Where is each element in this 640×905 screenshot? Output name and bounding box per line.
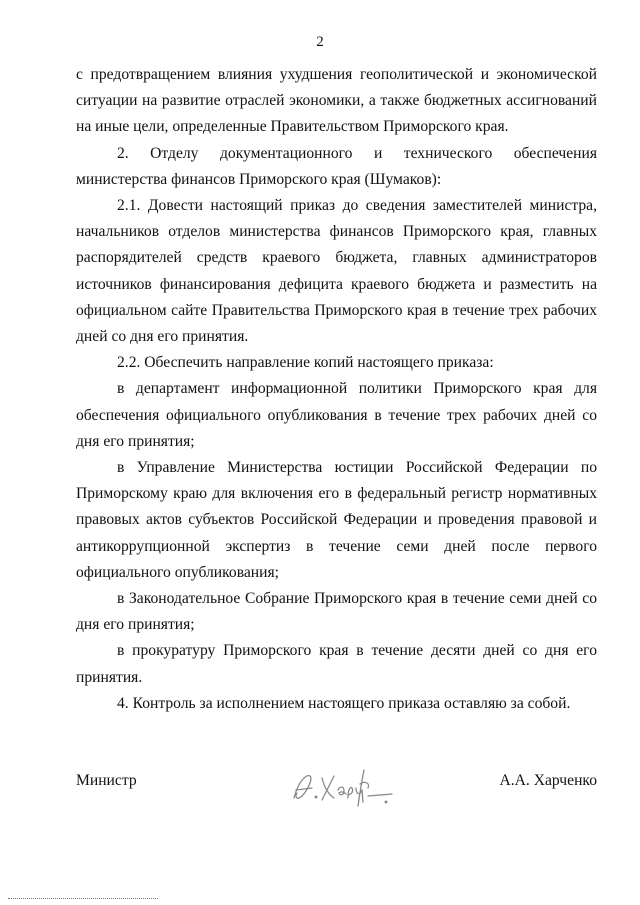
paragraph-item-2-2: 2.2. Обеспечить направление копий настоящего приказа: [117, 354, 494, 372]
paragraph-item-2: 2. Отделу документационного и технического обеспечения министерства финансов Приморского края (Шумаков): [76, 144, 597, 188]
paragraph-recipient-prosecutor: в прокуратуру Приморского края в течение десяти дней со дня его принятия. [76, 642, 597, 686]
page-number: 2 [316, 34, 324, 50]
bottom-divider [8, 898, 158, 899]
paragraph-continuation: с предотвращением влияния ухудшения геополитической и экономической ситуации на развитие отраслей экономики, а также бюджетных ассигнований на иные цели, определенные Правительством Приморского края. [76, 66, 597, 136]
paragraph-recipient-info-dept: в департамент информационной политики Приморского края для обеспечения официального опубликования в течение трех рабочих дней со дня его принятия; [76, 380, 597, 450]
document-body [76, 62, 597, 717]
paragraph-item-2-1: 2.1. Довести настоящий приказ до сведения заместителей министра, начальников отделов министерства финансов Приморского края, главных распорядителей средств краевого бюджета, главных администраторов источников финансирования дефицита краевого бюджета и разместить на официальном сайте Правительства Приморского края в течение трех рабочих дней со дня его принятия. [76, 197, 597, 346]
signatory-title: Министр [76, 772, 137, 789]
signatory-name: А.А. Харченко [499, 772, 597, 789]
paragraph-item-4: 4. Контроль за исполнением настоящего приказа оставляю за собой. [117, 694, 571, 712]
handwritten-signature [288, 760, 398, 810]
paragraph-recipient-assembly: в Законодательное Собрание Приморского края в течение семи дней со дня его принятия; [76, 590, 597, 634]
signature-block [76, 768, 597, 828]
paragraph-recipient-justice: в Управление Министерства юстиции Российской Федерации по Приморскому краю для включения его в федеральный регистр нормативных правовых актов субъектов Российской Федерации и проведения правовой и антикоррупционной экспертиз в течение семи дней после первого официального опубликования; [76, 459, 597, 581]
